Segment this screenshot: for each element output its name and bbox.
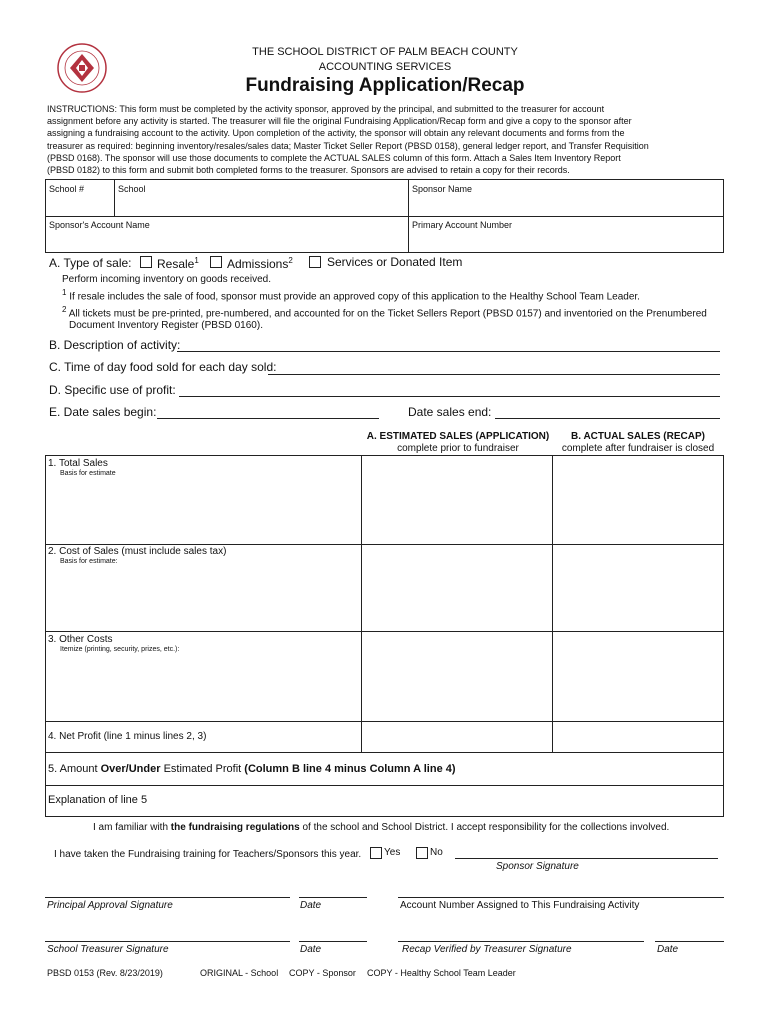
sponsor-signature-label: Sponsor Signature [496,861,579,872]
resale-text: Resale [157,257,195,271]
other-costs-itemize: Itemize (printing, security, prizes, etc.): [60,646,180,653]
primary-account-field[interactable]: Primary Account Number [412,220,513,230]
food-time-label: C. Time of day food sold for each day sold: [49,360,277,374]
training-no-checkbox[interactable] [416,847,428,859]
row2-estimated-cell[interactable] [362,545,551,630]
agreement-text-2: the fundraising regulations [170,822,300,833]
instructions-line: assigning a fundraising account to the activity. Upon completion of the activity, the sponsor will obtain any relevant documents and forms from the [47,128,625,139]
recap-date-line[interactable] [655,941,724,942]
footnote-2 [62,305,707,319]
school-number-field[interactable]: School # [49,184,85,194]
footnote-1-mark: 1 [62,288,67,297]
distribution-copy-healthy: COPY - Healthy School Team Leader [367,968,516,978]
col-a-subheader: complete prior to fundraiser [397,443,519,454]
distribution-copy-sponsor: COPY - Sponsor [289,968,356,978]
department-name: ACCOUNTING SERVICES [318,61,452,73]
form-number: PBSD 0153 (Rev. 8/23/2019) [47,968,163,978]
cost-of-sales-basis: Basis for estimate: [60,558,118,565]
agreement-statement [93,822,669,833]
principal-signature-label: Principal Approval Signature [47,900,173,911]
row2-actual-cell[interactable] [553,545,723,630]
treasurer-date-label: Date [300,944,322,955]
district-name: THE SCHOOL DISTRICT OF PALM BEACH COUNTY [252,46,518,58]
services-checkbox[interactable] [309,256,321,268]
footnote-1-text: If resale includes the sale of food, sponsor must provide an approved copy of this application to the Healthy School Team Leader. [69,291,640,303]
instructions-line: (PBSD 0168). The sponsor will use those documents to complete the ACTUAL SALES column of this form. Attach a Sales Item Inventory Report [47,152,621,163]
instructions-line: (PBSD 0182) to this form and submit both completed forms to the treasurer. Sponsors are advised to retain a copy for their records. [47,165,570,176]
row3-estimated-cell[interactable] [362,632,551,720]
training-statement: I have taken the Fundraising training for Teachers/Sponsors this year. [54,849,362,860]
row3-actual-cell[interactable] [553,632,723,720]
instructions-line: assignment before any activity is started. The treasurer will file the original Fundraising Application/Recap form and give a copy to the sponsor after [47,116,632,127]
col-a-header: A. ESTIMATED SALES (APPLICATION) [366,431,550,442]
training-yes-label: Yes [384,847,401,858]
profit-use-input[interactable] [179,396,720,397]
distribution-original: ORIGINAL - School [200,968,279,978]
sponsor-name-field[interactable]: Sponsor Name [412,184,473,194]
total-sales-label: 1. Total Sales [48,458,108,469]
school-field[interactable]: School [118,184,146,194]
explanation-input[interactable] [46,808,722,816]
row4-estimated-cell[interactable] [362,722,551,751]
profit-use-label: D. Specific use of profit: [49,383,176,397]
admissions-text: Admissions [227,257,289,271]
date-end-label: Date sales end: [408,405,492,419]
account-assigned-label: Account Number Assigned to This Fundraising Activity [400,900,640,911]
sponsor-signature-line[interactable] [455,858,718,859]
net-profit-label: 4. Net Profit (line 1 minus lines 2, 3) [48,731,207,742]
treasurer-date-line[interactable] [299,941,367,942]
services-label: Services or Donated Item [327,255,463,269]
admissions-checkbox[interactable] [210,256,222,268]
footnote-1 [62,288,640,302]
col-b-header: B. ACTUAL SALES (RECAP) [571,431,705,442]
description-label: B. Description of activity: [49,338,181,352]
date-end-input[interactable] [495,418,720,419]
treasurer-signature-line[interactable] [45,941,290,942]
treasurer-signature-label: School Treasurer Signature [47,944,169,955]
over-under-text-3: Estimated Profit [160,763,245,775]
training-no-label: No [430,847,443,858]
col-b-subheader: complete after fundraiser is closed [561,443,715,454]
form-title: Fundraising Application/Recap [245,75,525,96]
principal-date-label: Date [300,900,322,911]
account-assigned-line[interactable] [398,897,724,898]
date-begin-input[interactable] [157,418,379,419]
recap-verified-line[interactable] [398,941,644,942]
row1-estimated-cell[interactable] [362,456,551,543]
row1-actual-cell[interactable] [553,456,723,543]
agreement-text-3: of the school and School District. I accept responsibility for the collections involved. [299,822,670,833]
agreement-text-1: I am familiar with [93,822,171,833]
over-under-text-2: Over/Under [100,763,161,775]
resale-checkbox[interactable] [140,256,152,268]
description-input[interactable] [177,351,720,352]
principal-signature-line[interactable] [45,897,290,898]
sponsor-account-field[interactable]: Sponsor's Account Name [49,220,150,230]
explanation-label: Explanation of line 5 [48,794,148,806]
footnote-2-mark: 2 [62,305,67,314]
recap-verified-label: Recap Verified by Treasurer Signature [402,944,572,955]
admissions-label [227,256,293,271]
over-under-text-1: 5. Amount [48,763,101,775]
recap-date-label: Date [657,944,679,955]
total-sales-basis: Basis for estimate [60,470,116,477]
resale-note-mark: 1 [194,256,199,265]
over-under-label [48,763,456,775]
instructions [47,103,737,176]
over-under-text-4: (Column B line 4 minus Column A line 4) [244,763,456,775]
date-begin-label: E. Date sales begin: [49,405,157,419]
cost-of-sales-label: 2. Cost of Sales (must include sales tax) [48,546,227,557]
other-costs-label: 3. Other Costs [48,634,113,645]
training-yes-checkbox[interactable] [370,847,382,859]
principal-date-line[interactable] [299,897,367,898]
row4-actual-cell[interactable] [553,722,723,751]
food-time-input[interactable] [268,374,720,375]
footnote-2-text: All tickets must be pre-printed, pre-numbered, and accounted for on the Ticket Sellers Report (PBSD 0157) and inventoried on the Prenumbered [68,308,707,320]
type-of-sale-label: A. Type of sale: [49,256,132,270]
instructions-line: INSTRUCTIONS: This form must be completed by the activity sponsor, approved by the principal, and submitted to the treasurer for account [47,104,605,114]
admissions-note-mark: 2 [288,256,293,265]
resale-label [157,256,199,271]
footnote-2-cont: Document Inventory Register (PBSD 0160). [69,320,263,331]
inventory-note: Perform incoming inventory on goods received. [62,274,271,285]
instructions-line: treasurer as required: beginning inventory/resales/sales data; Master Ticket Seller Report (PBSD 0158), general ledger report, and Transfer Requisition [47,140,649,151]
